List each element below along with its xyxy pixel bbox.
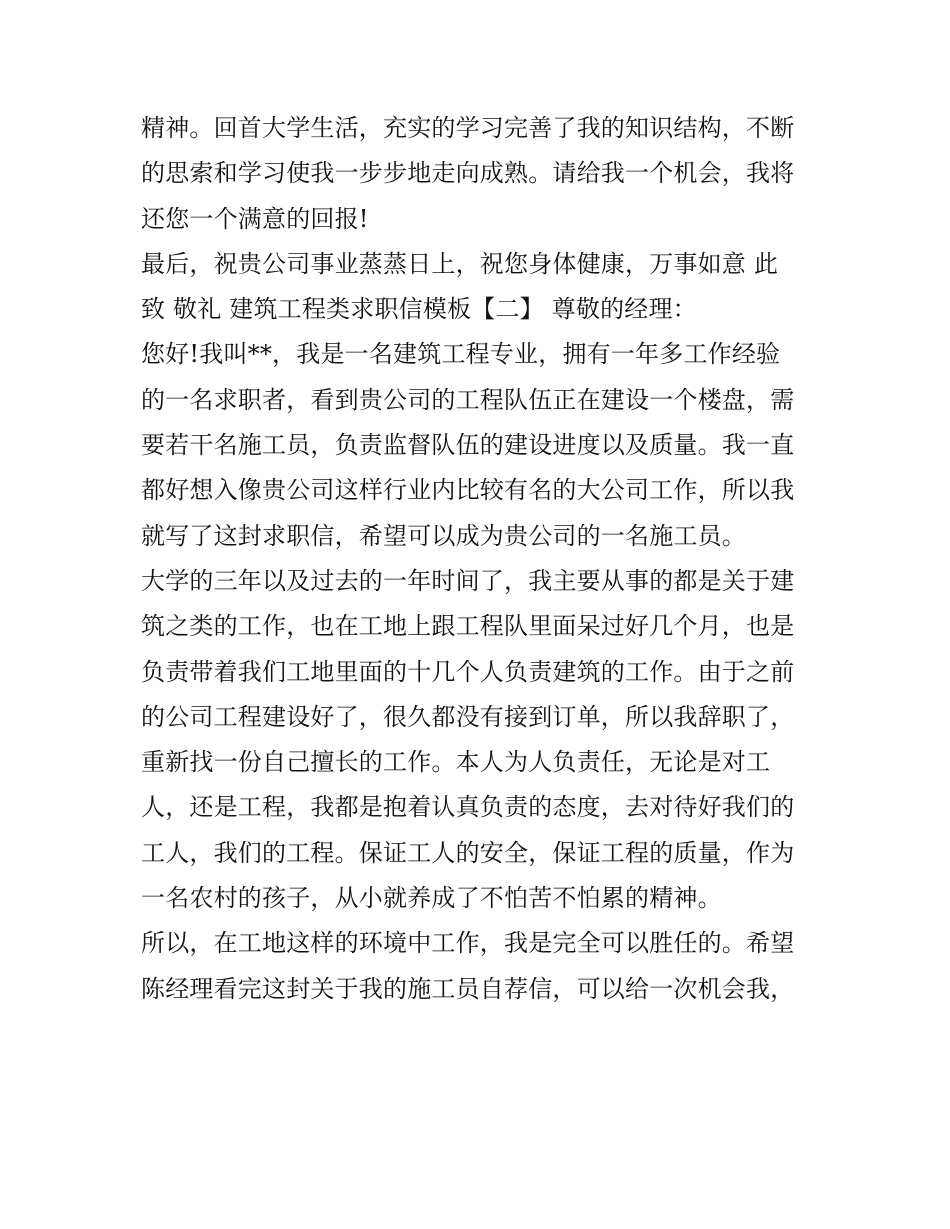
- text-line: 就写了这封求职信，希望可以成为贵公司的一名施工员。: [141, 521, 746, 550]
- text-line: 的一名求职者，看到贵公司的工程队伍正在建设一个楼盘，需: [141, 385, 795, 414]
- text-line: 陈经理看完这封关于我的施工员自荐信，可以给一次机会我，: [141, 974, 795, 1003]
- text-line: 您好!我叫**，我是一名建筑工程专业，拥有一年多工作经验: [141, 340, 781, 369]
- text-line: 一名农村的孩子，从小就养成了不怕苦不怕累的精神。: [141, 884, 722, 913]
- text-line: 致 敬礼 建筑工程类求职信模板【二】 尊敬的经理：: [141, 295, 697, 324]
- text-line: 的思索和学习使我一步步地走向成熟。请给我一个机会，我将: [141, 159, 795, 188]
- text-line: 重新找一份自己擅长的工作。本人为人负责任，无论是对工: [141, 748, 771, 777]
- text-line: 负责带着我们工地里面的十几个人负责建筑的工作。由于之前: [141, 657, 795, 686]
- text-line: 最后，祝贵公司事业蒸蒸日上，祝您身体健康，万事如意 此: [141, 249, 779, 278]
- text-line: 还您一个满意的回报!: [141, 204, 369, 233]
- text-line: 的公司工程建设好了，很久都没有接到订单，所以我辞职了，: [141, 702, 795, 731]
- text-line: 要若干名施工员，负责监督队伍的建设进度以及质量。我一直: [141, 431, 795, 460]
- text-line: 大学的三年以及过去的一年时间了，我主要从事的都是关于建: [141, 566, 795, 595]
- text-line: 所以，在工地这样的环境中工作，我是完全可以胜任的。希望: [141, 929, 795, 958]
- text-line: 都好想入像贵公司这样行业内比较有名的大公司工作，所以我: [141, 476, 795, 505]
- text-line: 人，还是工程，我都是抱着认真负责的态度，去对待好我们的: [141, 793, 795, 822]
- document-body: [141, 106, 821, 1012]
- text-line: 工人，我们的工程。保证工人的安全，保证工程的质量，作为: [141, 838, 795, 867]
- text-line: 精神。回首大学生活，充实的学习完善了我的知识结构，不断: [141, 114, 795, 142]
- text-line: 筑之类的工作，也在工地上跟工程队里面呆过好几个月，也是: [141, 612, 795, 641]
